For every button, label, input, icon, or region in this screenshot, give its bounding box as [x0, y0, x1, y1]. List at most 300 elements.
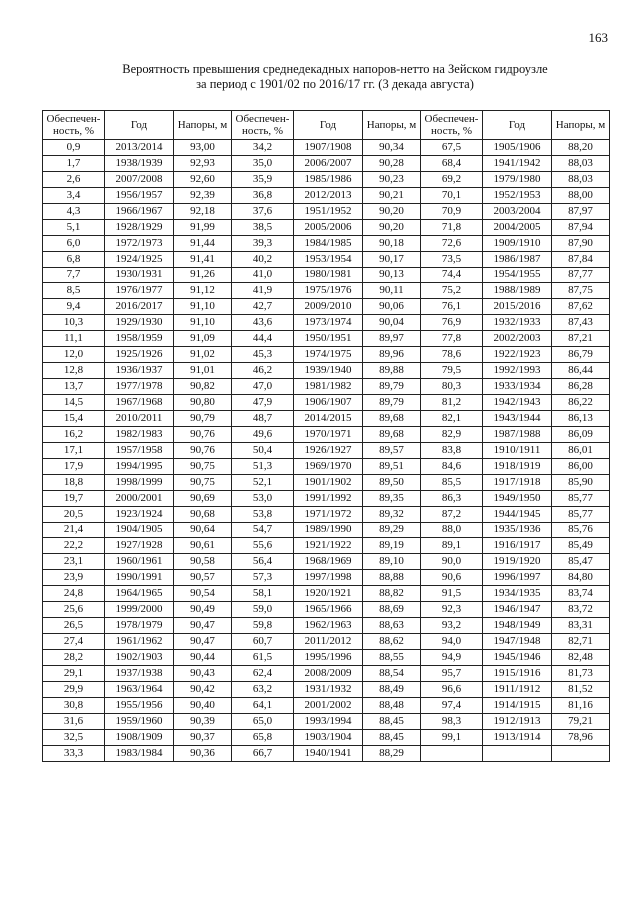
table-cell: 88,82 [363, 586, 421, 602]
table-cell: 1925/1926 [105, 347, 174, 363]
table-cell: 90,64 [174, 522, 232, 538]
table-cell: 95,7 [421, 665, 483, 681]
column-header: Год [483, 111, 552, 140]
table-cell: 1999/2000 [105, 602, 174, 618]
table-cell: 1968/1969 [294, 554, 363, 570]
table-cell: 1959/1960 [105, 713, 174, 729]
table-cell: 78,96 [552, 729, 610, 745]
table-cell: 12,8 [43, 363, 105, 379]
table-cell: 53,8 [232, 506, 294, 522]
table-cell: 1922/1923 [483, 347, 552, 363]
column-header: Напоры, м [174, 111, 232, 140]
table-cell: 23,1 [43, 554, 105, 570]
table-cell: 82,48 [552, 650, 610, 666]
table-cell: 1905/1906 [483, 140, 552, 156]
table-cell: 88,54 [363, 665, 421, 681]
table-cell: 88,69 [363, 602, 421, 618]
table-cell: 1933/1934 [483, 379, 552, 395]
table-row [43, 554, 610, 570]
table-cell: 1976/1977 [105, 283, 174, 299]
table-cell: 89,68 [363, 410, 421, 426]
table-cell: 1978/1979 [105, 618, 174, 634]
table-cell: 31,6 [43, 713, 105, 729]
table-cell: 2006/2007 [294, 155, 363, 171]
table-cell: 84,80 [552, 570, 610, 586]
table-cell: 1973/1974 [294, 315, 363, 331]
table-cell: 2003/2004 [483, 203, 552, 219]
table-cell: 2005/2006 [294, 219, 363, 235]
table-cell: 89,57 [363, 442, 421, 458]
table-cell: 7,7 [43, 267, 105, 283]
table-cell: 55,6 [232, 538, 294, 554]
table-cell: 90,47 [174, 634, 232, 650]
table-cell: 54,7 [232, 522, 294, 538]
table-cell: 67,5 [421, 140, 483, 156]
table-cell: 1939/1940 [294, 363, 363, 379]
table-cell: 21,4 [43, 522, 105, 538]
table-row [43, 522, 610, 538]
table-cell: 1908/1909 [105, 729, 174, 745]
table-cell: 1923/1924 [105, 506, 174, 522]
table-cell: 36,8 [232, 187, 294, 203]
table-cell: 43,6 [232, 315, 294, 331]
table-cell: 89,32 [363, 506, 421, 522]
table-header-row [43, 111, 610, 140]
table-cell [483, 745, 552, 761]
table-cell: 91,41 [174, 251, 232, 267]
table-cell: 1907/1908 [294, 140, 363, 156]
table-cell: 91,02 [174, 347, 232, 363]
table-cell: 47,0 [232, 379, 294, 395]
table-cell: 1912/1913 [483, 713, 552, 729]
table-cell: 2007/2008 [105, 171, 174, 187]
table-cell: 1953/1954 [294, 251, 363, 267]
table-row [43, 713, 610, 729]
table-cell: 6,8 [43, 251, 105, 267]
table-cell: 47,9 [232, 395, 294, 411]
table-cell: 1952/1953 [483, 187, 552, 203]
table-cell: 1960/1961 [105, 554, 174, 570]
table-cell: 66,7 [232, 745, 294, 761]
table-row [43, 745, 610, 761]
table-cell: 90,6 [421, 570, 483, 586]
table-cell: 97,4 [421, 697, 483, 713]
table-cell: 79,5 [421, 363, 483, 379]
table-cell: 86,28 [552, 379, 610, 395]
table-cell: 1914/1915 [483, 697, 552, 713]
table-cell: 1990/1991 [105, 570, 174, 586]
table-cell: 50,4 [232, 442, 294, 458]
table-cell: 88,45 [363, 713, 421, 729]
table-cell: 90,82 [174, 379, 232, 395]
table-cell: 88,63 [363, 618, 421, 634]
table-cell: 2009/2010 [294, 299, 363, 315]
table-cell: 1938/1939 [105, 155, 174, 171]
table-cell: 29,9 [43, 681, 105, 697]
table-cell: 91,5 [421, 586, 483, 602]
table-cell: 85,90 [552, 474, 610, 490]
table-cell: 82,71 [552, 634, 610, 650]
table-cell: 24,8 [43, 586, 105, 602]
table-cell: 32,5 [43, 729, 105, 745]
table-cell: 1901/1902 [294, 474, 363, 490]
table-cell [421, 745, 483, 761]
table-cell: 1967/1968 [105, 395, 174, 411]
table-cell: 6,0 [43, 235, 105, 251]
table-cell: 90,76 [174, 426, 232, 442]
table-cell: 83,74 [552, 586, 610, 602]
table-row [43, 586, 610, 602]
table-cell: 41,0 [232, 267, 294, 283]
table-cell: 85,47 [552, 554, 610, 570]
column-header: Год [294, 111, 363, 140]
table-row [43, 458, 610, 474]
table-cell: 48,7 [232, 410, 294, 426]
page-number: 163 [588, 30, 608, 45]
table-cell: 1947/1948 [483, 634, 552, 650]
table-cell: 1957/1958 [105, 442, 174, 458]
table-cell: 1982/1983 [105, 426, 174, 442]
table-cell: 90,57 [174, 570, 232, 586]
table-cell: 86,09 [552, 426, 610, 442]
table-cell: 1958/1959 [105, 331, 174, 347]
table-cell: 1911/1912 [483, 681, 552, 697]
table-cell: 5,1 [43, 219, 105, 235]
table-cell: 2014/2015 [294, 410, 363, 426]
table-cell: 90,68 [174, 506, 232, 522]
table-cell: 1942/1943 [483, 395, 552, 411]
table-cell: 1984/1985 [294, 235, 363, 251]
table-cell: 33,3 [43, 745, 105, 761]
table-cell: 12,0 [43, 347, 105, 363]
table-cell: 87,94 [552, 219, 610, 235]
table-cell: 90,80 [174, 395, 232, 411]
table-cell: 91,10 [174, 315, 232, 331]
table-cell: 90,43 [174, 665, 232, 681]
table-cell: 60,7 [232, 634, 294, 650]
table-cell: 90,44 [174, 650, 232, 666]
table-cell: 1930/1931 [105, 267, 174, 283]
table-cell: 90,54 [174, 586, 232, 602]
table-cell: 38,5 [232, 219, 294, 235]
table-cell: 90,39 [174, 713, 232, 729]
table-row [43, 235, 610, 251]
table-cell: 89,97 [363, 331, 421, 347]
table-cell: 89,79 [363, 379, 421, 395]
table-cell: 59,0 [232, 602, 294, 618]
table-row [43, 474, 610, 490]
table-cell: 1998/1999 [105, 474, 174, 490]
table-row [43, 729, 610, 745]
table-cell: 41,9 [232, 283, 294, 299]
table-cell: 1994/1995 [105, 458, 174, 474]
table-cell: 1937/1938 [105, 665, 174, 681]
table-cell: 90,06 [363, 299, 421, 315]
table-cell: 89,19 [363, 538, 421, 554]
table-cell: 2002/2003 [483, 331, 552, 347]
table-cell: 59,8 [232, 618, 294, 634]
table-cell: 1970/1971 [294, 426, 363, 442]
table-cell: 1996/1997 [483, 570, 552, 586]
table-cell: 91,12 [174, 283, 232, 299]
table-cell: 92,39 [174, 187, 232, 203]
table-cell: 44,4 [232, 331, 294, 347]
table-row [43, 203, 610, 219]
table-cell: 29,1 [43, 665, 105, 681]
table-cell: 1904/1905 [105, 522, 174, 538]
table-cell: 1951/1952 [294, 203, 363, 219]
table-row [43, 379, 610, 395]
table-cell: 51,3 [232, 458, 294, 474]
table-cell: 63,2 [232, 681, 294, 697]
column-header: Обеспечен-ность, % [232, 111, 294, 140]
probability-table [42, 110, 610, 762]
table-cell: 1997/1998 [294, 570, 363, 586]
table-cell: 1971/1972 [294, 506, 363, 522]
title-line-1: Вероятность превышения среднедекадных напоров-нетто на Зейском гидроузле [122, 62, 548, 76]
table-cell: 65,0 [232, 713, 294, 729]
table-cell: 1983/1984 [105, 745, 174, 761]
table-cell: 13,7 [43, 379, 105, 395]
table-cell: 90,47 [174, 618, 232, 634]
table-cell: 23,9 [43, 570, 105, 586]
table-cell: 1950/1951 [294, 331, 363, 347]
table-cell: 27,4 [43, 634, 105, 650]
table-cell: 16,2 [43, 426, 105, 442]
table-cell: 88,48 [363, 697, 421, 713]
table-cell: 8,5 [43, 283, 105, 299]
table-cell: 1936/1937 [105, 363, 174, 379]
table-cell: 1946/1947 [483, 602, 552, 618]
table-cell: 90,13 [363, 267, 421, 283]
table-cell: 89,29 [363, 522, 421, 538]
table-cell: 2016/2017 [105, 299, 174, 315]
table-cell: 35,0 [232, 155, 294, 171]
table-cell: 88,03 [552, 171, 610, 187]
table-cell: 72,6 [421, 235, 483, 251]
table-cell: 1924/1925 [105, 251, 174, 267]
table-cell: 1979/1980 [483, 171, 552, 187]
table-cell: 2010/2011 [105, 410, 174, 426]
table-cell: 2000/2001 [105, 490, 174, 506]
table-cell: 87,84 [552, 251, 610, 267]
table-cell: 90,75 [174, 474, 232, 490]
table-cell: 18,8 [43, 474, 105, 490]
table-body [43, 140, 610, 762]
table-cell: 85,76 [552, 522, 610, 538]
table-cell: 65,8 [232, 729, 294, 745]
table-cell: 74,4 [421, 267, 483, 283]
table-cell: 58,1 [232, 586, 294, 602]
table-row [43, 219, 610, 235]
table-cell: 1927/1928 [105, 538, 174, 554]
table-cell: 11,1 [43, 331, 105, 347]
table-cell: 1932/1933 [483, 315, 552, 331]
table-cell: 1,7 [43, 155, 105, 171]
table-cell: 4,3 [43, 203, 105, 219]
table-cell: 87,62 [552, 299, 610, 315]
table-cell: 1913/1914 [483, 729, 552, 745]
table-cell: 84,6 [421, 458, 483, 474]
table-cell: 88,55 [363, 650, 421, 666]
table-cell: 93,2 [421, 618, 483, 634]
table-cell: 1945/1946 [483, 650, 552, 666]
table-cell: 1949/1950 [483, 490, 552, 506]
table-row [43, 395, 610, 411]
table-cell: 81,2 [421, 395, 483, 411]
table-cell: 1988/1989 [483, 283, 552, 299]
table-cell: 2001/2002 [294, 697, 363, 713]
table-cell: 56,4 [232, 554, 294, 570]
table-cell: 90,17 [363, 251, 421, 267]
table-cell: 53,0 [232, 490, 294, 506]
table-cell: 61,5 [232, 650, 294, 666]
table-row [43, 490, 610, 506]
table-cell [552, 745, 610, 761]
table-cell: 85,77 [552, 490, 610, 506]
table-cell: 90,11 [363, 283, 421, 299]
table-cell: 19,7 [43, 490, 105, 506]
table-cell: 76,1 [421, 299, 483, 315]
table-cell: 87,90 [552, 235, 610, 251]
column-header: Напоры, м [363, 111, 421, 140]
table-row [43, 602, 610, 618]
table-cell: 28,2 [43, 650, 105, 666]
table-row [43, 155, 610, 171]
table-cell: 1969/1970 [294, 458, 363, 474]
table-cell: 1961/1962 [105, 634, 174, 650]
title-line-2: за период с 1901/02 по 2016/17 гг. (3 декада августа) [196, 77, 474, 91]
table-cell: 90,40 [174, 697, 232, 713]
table-row [43, 442, 610, 458]
table-cell: 1931/1932 [294, 681, 363, 697]
table-cell: 85,77 [552, 506, 610, 522]
table-cell: 92,3 [421, 602, 483, 618]
table-row [43, 140, 610, 156]
table-cell: 1986/1987 [483, 251, 552, 267]
table-cell: 1926/1927 [294, 442, 363, 458]
table-row [43, 426, 610, 442]
table-cell: 93,00 [174, 140, 232, 156]
table-cell: 86,13 [552, 410, 610, 426]
table-cell: 1919/1920 [483, 554, 552, 570]
table-cell: 1916/1917 [483, 538, 552, 554]
table-cell: 57,3 [232, 570, 294, 586]
table-cell: 90,34 [363, 140, 421, 156]
table-cell: 90,0 [421, 554, 483, 570]
table-row [43, 634, 610, 650]
table-cell: 1981/1982 [294, 379, 363, 395]
table-cell: 83,8 [421, 442, 483, 458]
table-cell: 92,60 [174, 171, 232, 187]
table-cell: 1915/1916 [483, 665, 552, 681]
table-cell: 1965/1966 [294, 602, 363, 618]
document-title [40, 62, 630, 92]
table-cell: 86,01 [552, 442, 610, 458]
table-cell: 88,00 [552, 187, 610, 203]
table-cell: 89,51 [363, 458, 421, 474]
table-cell: 1955/1956 [105, 697, 174, 713]
table-cell: 1934/1935 [483, 586, 552, 602]
table-cell: 90,36 [174, 745, 232, 761]
table-cell: 81,73 [552, 665, 610, 681]
table-cell: 83,31 [552, 618, 610, 634]
table-cell: 1993/1994 [294, 713, 363, 729]
table-cell: 1944/1945 [483, 506, 552, 522]
table-cell: 89,1 [421, 538, 483, 554]
table-cell: 86,44 [552, 363, 610, 379]
table-cell: 1929/1930 [105, 315, 174, 331]
table-cell: 37,6 [232, 203, 294, 219]
table-cell: 87,43 [552, 315, 610, 331]
table-cell: 1906/1907 [294, 395, 363, 411]
table-cell: 86,22 [552, 395, 610, 411]
table-cell: 2004/2005 [483, 219, 552, 235]
table-cell: 1972/1973 [105, 235, 174, 251]
table-cell: 3,4 [43, 187, 105, 203]
table-row [43, 347, 610, 363]
table-cell: 1985/1986 [294, 171, 363, 187]
table-cell: 90,75 [174, 458, 232, 474]
table-cell: 75,2 [421, 283, 483, 299]
table-cell: 2012/2013 [294, 187, 363, 203]
table-cell: 87,77 [552, 267, 610, 283]
table-cell: 1987/1988 [483, 426, 552, 442]
table-row [43, 697, 610, 713]
table-cell: 96,6 [421, 681, 483, 697]
table-cell: 62,4 [232, 665, 294, 681]
table-cell: 73,5 [421, 251, 483, 267]
table-cell: 88,62 [363, 634, 421, 650]
table-cell: 70,1 [421, 187, 483, 203]
table-cell: 81,52 [552, 681, 610, 697]
table-cell: 91,26 [174, 267, 232, 283]
table-row [43, 299, 610, 315]
table-cell: 2008/2009 [294, 665, 363, 681]
table-cell: 1956/1957 [105, 187, 174, 203]
table-cell: 2015/2016 [483, 299, 552, 315]
table-cell: 1989/1990 [294, 522, 363, 538]
table-cell: 1917/1918 [483, 474, 552, 490]
table-row [43, 363, 610, 379]
table-cell: 1954/1955 [483, 267, 552, 283]
table-cell: 94,9 [421, 650, 483, 666]
table-cell: 71,8 [421, 219, 483, 235]
column-header: Напоры, м [552, 111, 610, 140]
table-cell: 88,0 [421, 522, 483, 538]
table-cell: 15,4 [43, 410, 105, 426]
table-row [43, 410, 610, 426]
table-cell: 90,58 [174, 554, 232, 570]
table-row [43, 618, 610, 634]
table-cell: 80,3 [421, 379, 483, 395]
table-cell: 1921/1922 [294, 538, 363, 554]
table-cell: 35,9 [232, 171, 294, 187]
table-cell: 90,18 [363, 235, 421, 251]
table-row [43, 506, 610, 522]
table-cell: 90,61 [174, 538, 232, 554]
table-cell: 0,9 [43, 140, 105, 156]
table-cell: 1902/1903 [105, 650, 174, 666]
table-cell: 90,79 [174, 410, 232, 426]
table-cell: 1966/1967 [105, 203, 174, 219]
table-cell: 2013/2014 [105, 140, 174, 156]
table-cell: 1980/1981 [294, 267, 363, 283]
table-cell: 89,96 [363, 347, 421, 363]
table-cell: 87,75 [552, 283, 610, 299]
table-cell: 1948/1949 [483, 618, 552, 634]
table-cell: 88,88 [363, 570, 421, 586]
